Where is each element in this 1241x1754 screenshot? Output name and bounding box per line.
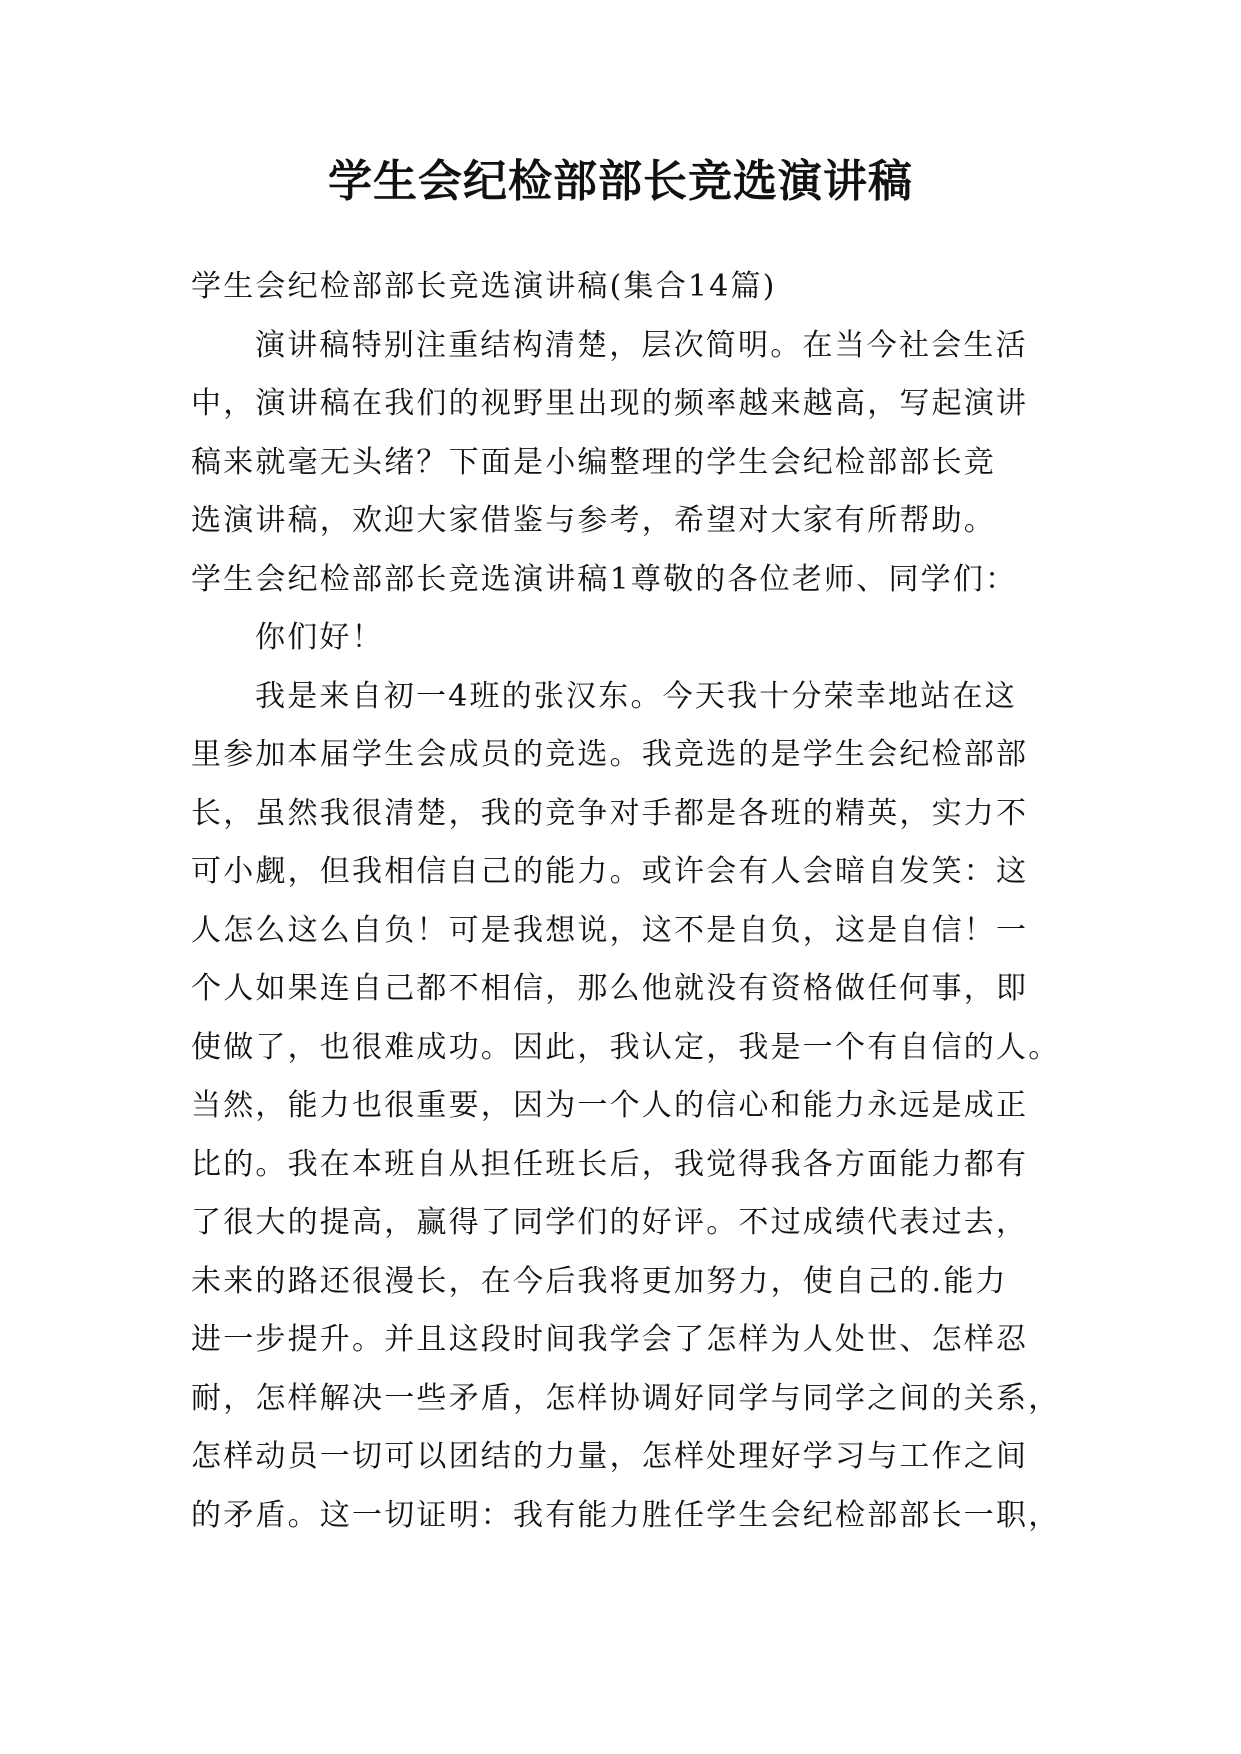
text-line: 可小觑，但我相信自己的能力。或许会有人会暗自发笑：这	[191, 854, 1029, 889]
text-line: 长，虽然我很清楚，我的竞争对手都是各班的精英，实力不	[191, 795, 1029, 831]
text-line: 中，演讲稿在我们的视野里出现的频率越来越高，写起演讲	[191, 386, 1029, 421]
text-line: 未来的路还很漫长，在今后我将更加努力，使自己的.能力	[191, 1263, 1008, 1299]
text-line: 的矛盾。这一切证明：我有能力胜任学生会纪检部部长一职，	[191, 1497, 1061, 1533]
text-line: 人怎么这么自负！可是我想说，这不是自负，这是自信！一	[191, 912, 1029, 948]
text-line: 选演讲稿，欢迎大家借鉴与参考，希望对大家有所帮助。	[191, 503, 996, 538]
text-line: 稿来就毫无头绪？下面是小编整理的学生会纪检部部长竞	[191, 444, 996, 480]
text-line: 我是来自初一4班的张汉东。今天我十分荣幸地站在这	[255, 678, 1017, 714]
text-line: 里参加本届学生会成员的竞选。我竞选的是学生会纪检部部	[191, 737, 1029, 772]
document-title: 学生会纪检部部长竞选演讲稿	[328, 156, 913, 207]
text-line: 你们好！	[255, 620, 384, 655]
text-line: 耐，怎样解决一些矛盾，怎样协调好同学与同学之间的关系，	[191, 1380, 1061, 1416]
text-line: 怎样动员一切可以团结的力量，怎样处理好学习与工作之间	[191, 1439, 1029, 1474]
text-line: 学生会纪检部部长竞选演讲稿1尊敬的各位老师、同学们：	[191, 561, 1018, 597]
text-line: 当然，能力也很重要，因为一个人的信心和能力永远是成正	[191, 1088, 1029, 1123]
document-body	[191, 258, 1061, 1545]
text-line: 进一步提升。并且这段时间我学会了怎样为人处世、怎样忍	[191, 1322, 1029, 1357]
text-line: 学生会纪检部部长竞选演讲稿(集合14篇)	[191, 269, 777, 304]
text-line: 了很大的提高，赢得了同学们的好评。不过成绩代表过去，	[191, 1205, 1029, 1240]
text-line: 个人如果连自己都不相信，那么他就没有资格做任何事，即	[191, 971, 1029, 1006]
text-line: 比的。我在本班自从担任班长后，我觉得我各方面能力都有	[191, 1146, 1029, 1182]
text-line: 演讲稿特别注重结构清楚，层次简明。在当今社会生活	[255, 327, 1028, 363]
text-line: 使做了，也很难成功。因此，我认定，我是一个有自信的人。	[191, 1029, 1061, 1065]
